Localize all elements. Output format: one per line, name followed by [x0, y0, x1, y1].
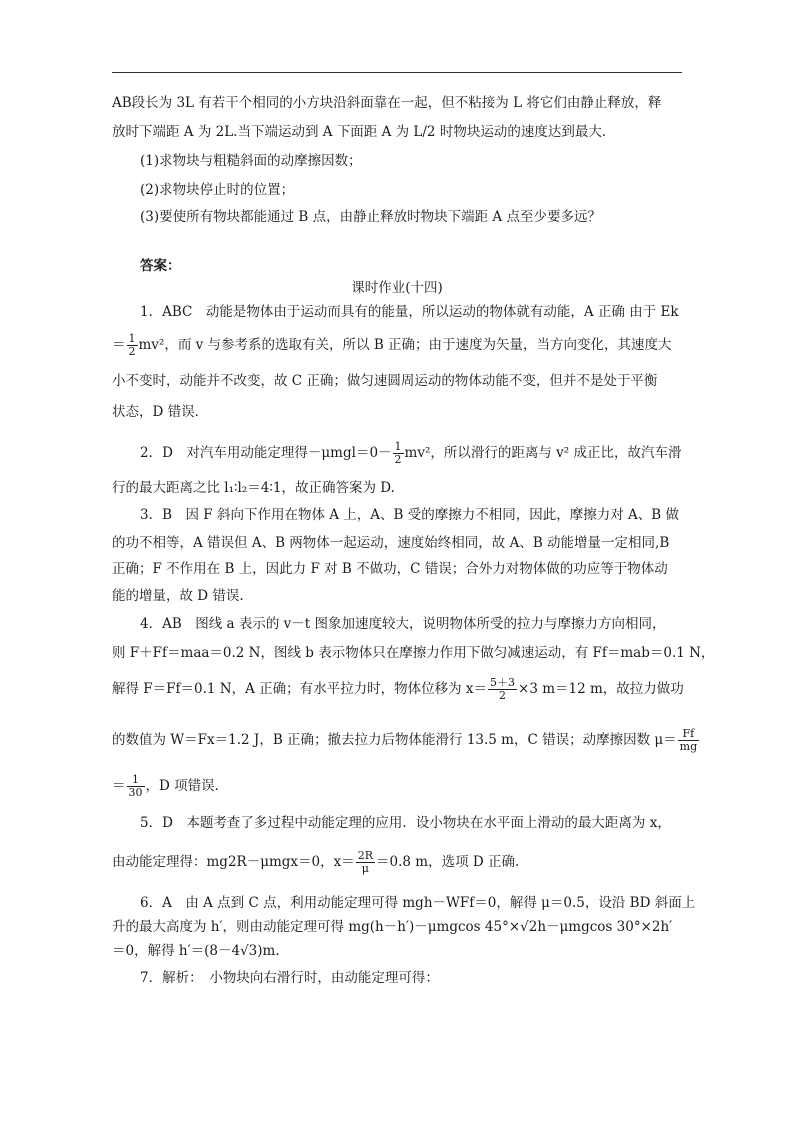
answer-1-line: 状态，D 错误． [112, 404, 209, 420]
question-line: 放时下端距 A 为 2L.当下端运动到 A 下面距 A 为 L/2 时物块运动的速度达到最大． [112, 124, 616, 140]
question-line: AB段长为 3L 有若干个相同的小方块沿斜面靠在一起，但不粘接为 L 将它们由静止释放，释 [112, 95, 662, 111]
answer-5-line: 5．D 本题考查了多过程中动能定理的应用．设小物块在水平面上滑动的最大距离为 x， [140, 815, 671, 831]
answer-7-line: 7．解析： 小物块向右滑行时，由动能定理可得： [140, 970, 439, 986]
answer-6-line: 升的最大高度为 h′，则由动能定理可得 mg(h－h′)－μmgcos 45°×√2h－μmgcos 30°×2h′ [112, 919, 673, 935]
answer-2-line: 行的最大距离之比 l₁∶l₂＝4∶1，故正确答案为 D. [112, 480, 395, 496]
fraction: $\frac{1}{30}$ [128, 773, 143, 799]
fraction: $\frac{Ff}{mg}$ [679, 727, 698, 753]
answer-2-line: 2．D 对汽车用动能定理得－μmgl＝0－ $\frac{1}{2}$ mv²，所以滑行的距离与 v² 成正比，故汽车滑 [140, 440, 682, 466]
answer-3-line: 3．B 因 F 斜向下作用在物体 A 上，A、B 受的摩擦力不相同，因此，摩擦力对 A、B 做 [140, 507, 680, 523]
answers-label: 答案： [140, 258, 181, 274]
answer-3-line: 能的增量，故 D 错误. [112, 588, 244, 604]
answer-6-line: ＝0，解得 h′＝(8－4√3)m. [112, 943, 280, 959]
answer-4-line: 4．AB 图线 a 表示的 v－t 图象加速度较大，说明物体所受的拉力与摩擦力方向相同， [140, 616, 666, 632]
fraction: $\frac{1}{2}$ [394, 440, 402, 466]
answer-3-line: 正确；F 不作用在 B 上，因此力 F 对 B 不做功，C 错误；合外力对物体做的功应等于物体动 [112, 561, 668, 577]
sub-question-1: (1)求物块与粗糙斜面的动摩擦因数； [140, 153, 362, 169]
answer-1-line: 小不变时，动能并不改变，故 C 正确；做匀速圆周运动的物体动能不变，但并不是处于平衡 [112, 373, 658, 389]
sub-question-3: (3)要使所有物块都能通过 B 点，由静止释放时物块下端距 A 点至少要多远？ [140, 209, 601, 225]
answer-4-line: 解得 F＝Ff＝0.1 N，A 正确；有水平拉力时，物体位移为 x＝ $\frac{5+3}{2}$ ×3 m＝12 m，故拉力做功 [112, 676, 684, 702]
answer-4-line: 则 F＋Ff＝maa＝0.2 N，图线 b 表示物体只在摩擦力作用下做匀减速运动，有 Ff＝mab＝0.1 N， [112, 645, 715, 661]
answer-4-line: ＝ $\frac{1}{30}$ ，D 项错误． [112, 773, 229, 799]
header-rule [112, 72, 682, 73]
answer-1-line: 1．ABC 动能是物体由于运动而具有的能量，所以运动的物体就有动能，A 正确 由于 Ek [140, 304, 679, 320]
fraction: $\frac{5+3}{2}$ [490, 676, 516, 702]
answer-5-line: 由动能定理得：mg2R－μmgx＝0，x＝ $\frac{2R}{\mu}$ ＝0.8 m，选项 D 正确. [112, 849, 520, 875]
section-title: 课时作业(十四) [351, 280, 443, 296]
sub-question-2: (2)求物块停止时的位置； [140, 182, 295, 198]
answer-6-line: 6．A 由 A 点到 C 点，利用动能定理可得 mgh－WFf＝0，解得 μ＝0.5，设沿 BD 斜面上 [140, 895, 696, 911]
fraction: $\frac{2R}{\mu}$ [357, 849, 374, 875]
fraction: $\frac{1}{2}$ [128, 332, 136, 358]
answer-1-line: ＝ $\frac{1}{2}$ mv²，而 v 与参考系的选取有关，所以 B 正确；由于速度为矢量，当方向变化，其速度大 [112, 332, 672, 358]
answer-3-line: 的功不相等，A 错误但 A、B 两物体一起运动，速度始终相同，故 A、B 动能增量一定相同,B [112, 535, 670, 551]
answer-4-line: 的数值为 W＝Fx＝1.2 J，B 正确；撤去拉力后物体能滑行 13.5 m，C 错误；动摩擦因数 μ＝ $\frac{Ff}{mg}$ [112, 727, 698, 753]
